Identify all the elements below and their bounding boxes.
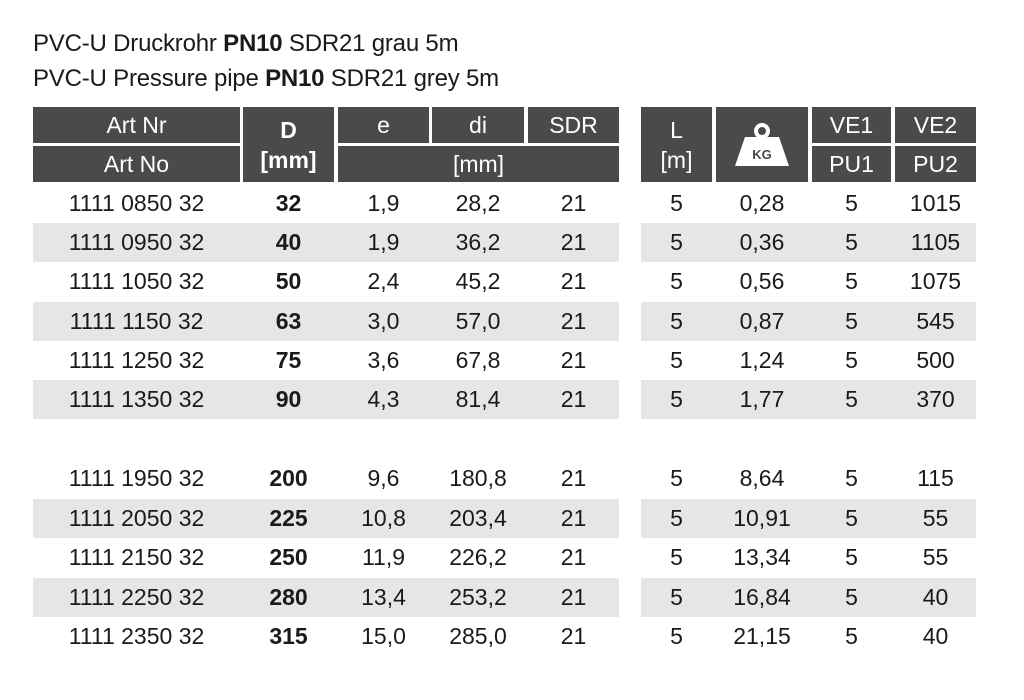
header-l-unit: [m]: [660, 146, 693, 173]
cell-diameter: 200: [269, 465, 308, 491]
cell-inner-diameter: 28,2: [455, 190, 501, 216]
header-ve1: VE1: [812, 107, 891, 143]
cell-sdr: 21: [560, 505, 587, 531]
cell-weight: 16,84: [733, 584, 791, 610]
cell-ve2: 40: [922, 623, 949, 649]
cell-art-no: 1111 1150 32: [69, 308, 204, 334]
cell-inner-diameter: 253,2: [449, 584, 507, 610]
cell-diameter: 50: [275, 268, 302, 294]
cell-diameter: 315: [269, 623, 308, 649]
cell-art-no: 1111 2250 32: [68, 584, 205, 610]
cell-art-no: 1111 0950 32: [68, 229, 205, 255]
cell-ve2: 500: [916, 347, 955, 373]
cell-sdr: 21: [560, 268, 587, 294]
cell-sdr: 21: [560, 229, 587, 255]
cell-sdr: 21: [560, 544, 587, 570]
cell-length: 5: [670, 268, 683, 294]
cell-ve2: 545: [916, 308, 955, 334]
cell-diameter: 75: [275, 347, 302, 373]
cell-art-no: 1111 1050 32: [68, 268, 205, 294]
cell-sdr: 21: [560, 347, 587, 373]
cell-diameter: 32: [275, 190, 302, 216]
cell-length: 5: [670, 386, 683, 412]
cell-ve2: 370: [916, 386, 955, 412]
cell-wall-thickness: 11,9: [361, 544, 406, 570]
cell-wall-thickness: 13,4: [361, 584, 406, 610]
header-ve2: VE2: [895, 107, 976, 143]
cell-length: 5: [670, 347, 683, 373]
cell-diameter: 63: [275, 308, 302, 334]
cell-ve2: 1015: [909, 190, 962, 216]
table-row: [0, 459, 1024, 498]
cell-wall-thickness: 4,3: [367, 386, 400, 412]
table-row: [0, 184, 1024, 223]
cell-art-no: 1111 2050 32: [68, 505, 205, 531]
cell-ve1: 5: [845, 347, 858, 373]
header-d-label: D: [280, 116, 297, 143]
table-row: [0, 262, 1024, 301]
header-di: di: [432, 107, 524, 143]
cell-ve2: 40: [922, 584, 949, 610]
header-l-label: L: [670, 116, 683, 143]
cell-ve1: 5: [845, 268, 858, 294]
cell-inner-diameter: 226,2: [449, 544, 507, 570]
cell-inner-diameter: 67,8: [455, 347, 501, 373]
cell-weight: 0,56: [739, 268, 785, 294]
cell-art-no: 1111 2350 32: [68, 623, 205, 649]
cell-sdr: 21: [560, 190, 587, 216]
cell-length: 5: [670, 505, 683, 531]
cell-weight: 0,28: [739, 190, 785, 216]
cell-ve1: 5: [845, 229, 858, 255]
cell-ve1: 5: [845, 623, 858, 649]
cell-weight: 0,36: [739, 229, 785, 255]
cell-ve2: 55: [922, 544, 949, 570]
cell-sdr: 21: [560, 584, 587, 610]
cell-ve2: 55: [922, 505, 949, 531]
cell-wall-thickness: 9,6: [367, 465, 400, 491]
header-d: [243, 107, 334, 182]
cell-weight: 21,15: [733, 623, 791, 649]
cell-weight: 1,77: [739, 386, 785, 412]
cell-diameter: 225: [269, 505, 308, 531]
cell-inner-diameter: 45,2: [455, 268, 501, 294]
cell-wall-thickness: 1,9: [367, 229, 400, 255]
cell-sdr: 21: [560, 465, 587, 491]
title-english: PVC-U Pressure pipe PN10 SDR21 grey 5m: [33, 65, 499, 92]
cell-ve2: 1105: [910, 229, 961, 255]
header-mm: [mm]: [338, 146, 619, 182]
header-d-unit: [mm]: [260, 146, 317, 173]
cell-wall-thickness: 2,4: [367, 268, 400, 294]
cell-wall-thickness: 1,9: [367, 190, 400, 216]
table-row: [0, 380, 1024, 419]
cell-length: 5: [670, 623, 683, 649]
table-row: [0, 302, 1024, 341]
cell-ve1: 5: [845, 190, 858, 216]
table-row: [0, 617, 1024, 656]
cell-length: 5: [670, 229, 683, 255]
cell-ve1: 5: [845, 308, 858, 334]
cell-art-no: 1111 1350 32: [68, 386, 205, 412]
cell-wall-thickness: 10,8: [361, 505, 406, 531]
header-pu2: PU2: [895, 146, 976, 182]
cell-inner-diameter: 36,2: [455, 229, 501, 255]
cell-wall-thickness: 3,0: [367, 308, 400, 334]
table-row: [0, 223, 1024, 262]
cell-length: 5: [670, 308, 683, 334]
cell-weight: 8,64: [739, 465, 785, 491]
cell-sdr: 21: [560, 308, 587, 334]
cell-art-no: 1111 2150 32: [68, 544, 205, 570]
header-e: e: [338, 107, 429, 143]
weight-kg-label: KG: [752, 146, 772, 162]
header-art-nr: Art Nr: [33, 107, 240, 143]
cell-weight: 13,34: [733, 544, 791, 570]
cell-weight: 0,87: [739, 308, 785, 334]
table-row: [0, 538, 1024, 577]
cell-ve2: 1075: [909, 268, 962, 294]
cell-diameter: 90: [275, 386, 302, 412]
weight-kg-icon: [731, 122, 793, 168]
cell-inner-diameter: 180,8: [449, 465, 507, 491]
table-row: [0, 341, 1024, 380]
cell-ve1: 5: [845, 584, 858, 610]
cell-length: 5: [670, 465, 683, 491]
cell-inner-diameter: 285,0: [449, 623, 507, 649]
table-row: [0, 499, 1024, 538]
cell-wall-thickness: 15,0: [361, 623, 406, 649]
cell-ve2: 115: [917, 465, 954, 491]
cell-diameter: 40: [275, 229, 302, 255]
cell-ve1: 5: [845, 544, 858, 570]
cell-diameter: 250: [269, 544, 308, 570]
cell-inner-diameter: 57,0: [455, 308, 501, 334]
cell-ve1: 5: [845, 386, 858, 412]
cell-ve1: 5: [845, 465, 858, 491]
cell-art-no: 1111 0850 32: [68, 190, 205, 216]
cell-weight: 10,91: [733, 505, 791, 531]
cell-sdr: 21: [560, 386, 587, 412]
header-l: [641, 107, 712, 182]
header-pu1: PU1: [812, 146, 891, 182]
cell-length: 5: [670, 584, 683, 610]
table-row: [0, 578, 1024, 617]
cell-art-no: 1111 1950 32: [68, 465, 205, 491]
header-sdr: SDR: [528, 107, 619, 143]
title-german: PVC-U Druckrohr PN10 SDR21 grau 5m: [33, 30, 459, 57]
cell-inner-diameter: 81,4: [455, 386, 501, 412]
cell-art-no: 1111 1250 32: [68, 347, 205, 373]
header-art-no: Art No: [33, 146, 240, 182]
header-weight: [716, 107, 808, 182]
cell-sdr: 21: [560, 623, 587, 649]
cell-diameter: 280: [269, 584, 308, 610]
cell-weight: 1,24: [739, 347, 785, 373]
cell-length: 5: [670, 544, 683, 570]
cell-length: 5: [670, 190, 683, 216]
cell-inner-diameter: 203,4: [449, 505, 507, 531]
cell-wall-thickness: 3,6: [367, 347, 400, 373]
cell-ve1: 5: [845, 505, 858, 531]
